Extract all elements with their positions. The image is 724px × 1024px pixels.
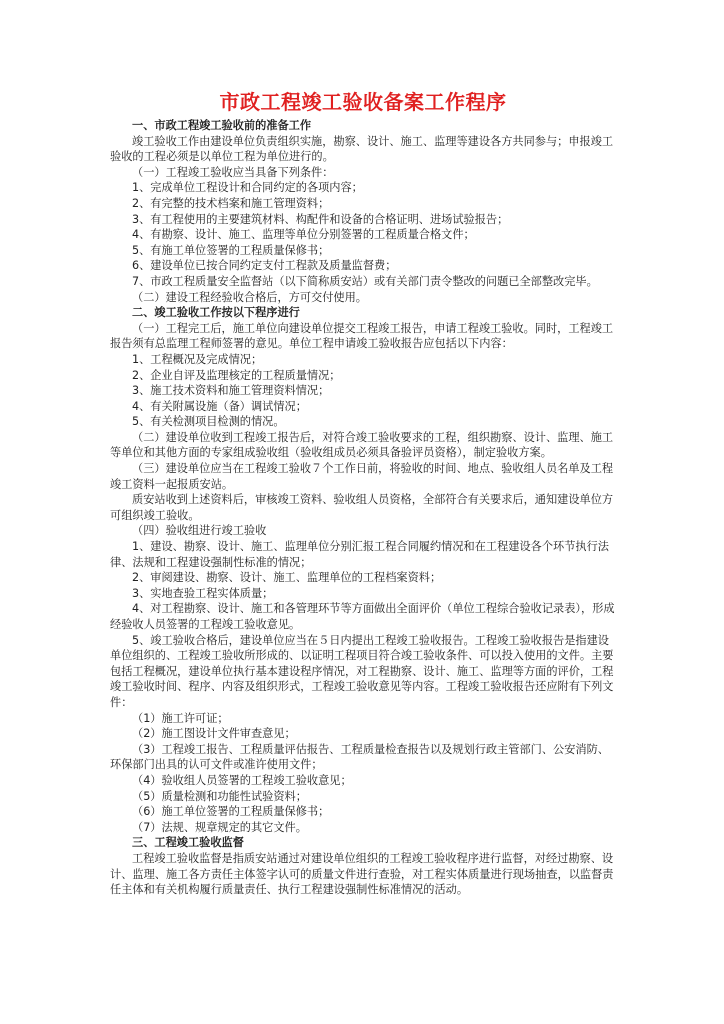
- paragraph: 5、竣工验收合格后，建设单位应当在５日内提出工程竣工验收报告。工程竣工验收报告是指建设单位组织的、工程竣工验收所形成的、以证明工程项目符合竣工验收条件、可以投入使用的文件。主要包括工程概况，建设单位执行基本建设程序情况，对工程勘察、设计、施工、监理等方面的评价，工程竣工验收时间、程序、内容及组织形式，工程竣工验收意见等内容。工程竣工验收报告还应附有下列文件：: [110, 633, 614, 709]
- paragraph: 4、对工程勘察、设计、施工和各管理环节等方面做出全面评价（单位工程综合验收记录表），形成经验收人员签署的工程竣工验收意见。: [110, 602, 615, 631]
- paragraph: 4、有勘察、设计、施工、监理等单位分别签署的工程质量合格文件；: [132, 228, 475, 242]
- paragraph: （一）工程竣工验收应当具备下列条件：: [132, 165, 334, 179]
- paragraph: 1、建设、勘察、设计、施工、监理单位分别汇报工程合同履约情况和在工程建设各个环节执行法律、法规和工程建设强制性标准的情况；: [110, 540, 609, 569]
- paragraph: 1、完成单位工程设计和合同约定的各项内容；: [132, 181, 363, 195]
- paragraph: （7）法规、规章规定的其它文件。: [132, 820, 307, 834]
- paragraph: （1）施工许可证；: [132, 711, 229, 725]
- paragraph: （三）建设单位应当在工程竣工验收７个工作日前，将验收的时间、地点、验收组人员名单及工程竣工资料一起报质安站。: [110, 462, 614, 491]
- paragraph: 质安站收到上述资料后，审核竣工资料、验收组人员资格，全部符合有关要求后，通知建设单位方可组织竣工验收。: [110, 493, 614, 522]
- paragraph: （5）质量检测和功能性试验资料；: [132, 789, 307, 803]
- paragraph: 2、企业自评及监理核定的工程质量情况；: [132, 368, 341, 382]
- paragraph: 2、审阅建设、勘察、设计、施工、监理单位的工程档案资料；: [132, 571, 442, 585]
- paragraph: （二）建设工程经验收合格后，方可交付使用。: [132, 290, 367, 304]
- paragraph: 3、施工技术资料和施工管理资料情况；: [132, 384, 330, 398]
- paragraph: （6）施工单位签署的工程质量保修书；: [132, 805, 330, 819]
- paragraph: 5、有施工单位签署的工程质量保修书；: [132, 243, 330, 257]
- paragraph: 4、有关附属设施（备）调试情况；: [132, 399, 307, 413]
- paragraph: 5、有关检测项目检测的情况。: [132, 415, 285, 429]
- paragraph: 工程竣工验收监督是指质安站通过对建设单位组织的工程竣工验收程序进行监督，对经过勘察、设计、监理、施工各方责任主体签字认可的质量文件进行查验，对工程实体质量进行现场抽查，以监督责任主体和有关机构履行质量责任、执行工程建设强制性标准情况的活动。: [110, 851, 614, 897]
- document-page: [110, 88, 616, 898]
- document-title: 市政工程竣工验收备案工作程序: [219, 90, 507, 114]
- paragraph: 3、实地查验工程实体质量；: [132, 586, 274, 600]
- document-body: [110, 118, 616, 898]
- paragraph: （二）建设单位收到工程竣工报告后，对符合竣工验收要求的工程，组织勘察、设计、监理、施工等单位和其他方面的专家组成验收组（验收组成员必须具备验评员资格），制定验收方案。: [110, 430, 614, 460]
- paragraph: 7、市政工程质量安全监督站（以下简称质安站）或有关部门责令整改的问题已全部整改完毕。: [132, 274, 598, 288]
- paragraph: （2）施工图设计文件审查意见；: [132, 727, 296, 741]
- paragraph: 竣工验收工作由建设单位负责组织实施，勘察、设计、施工、监理等建设各方共同参与；申报竣工验收的工程必须是以单位工程为单位进行的。: [110, 134, 614, 164]
- paragraph: 3、有工程使用的主要建筑材料、构配件和设备的合格证明、进场试验报告；: [132, 212, 509, 226]
- section-heading: 二、竣工验收工作按以下程序进行: [132, 306, 300, 320]
- paragraph: （四）验收组进行竣工验收: [132, 524, 267, 538]
- paragraph: 2、有完整的技术档案和施工管理资料；: [132, 196, 330, 210]
- paragraph: （一）工程完工后，施工单位向建设单位提交工程竣工报告，申请工程竣工验收。同时，工程竣工报告须有总监理工程师签署的意见。单位工程申请竣工验收报告应包括以下内容：: [110, 321, 614, 351]
- paragraph: （3）工程竣工报告、工程质量评估报告、工程质量检查报告以及规划行政主管部门、公安消防、环保部门出具的认可文件或准许使用文件；: [110, 742, 609, 772]
- paragraph: 6、建设单位已按合同约定支付工程款及质量监督费；: [132, 259, 397, 273]
- paragraph: （4）验收组人员签署的工程竣工验收意见；: [132, 773, 352, 787]
- section-heading: 一、市政工程竣工验收前的准备工作: [132, 119, 312, 132]
- section-heading: 三、工程竣工验收监督: [132, 836, 244, 850]
- paragraph: 1、工程概况及完成情况；: [132, 352, 263, 366]
